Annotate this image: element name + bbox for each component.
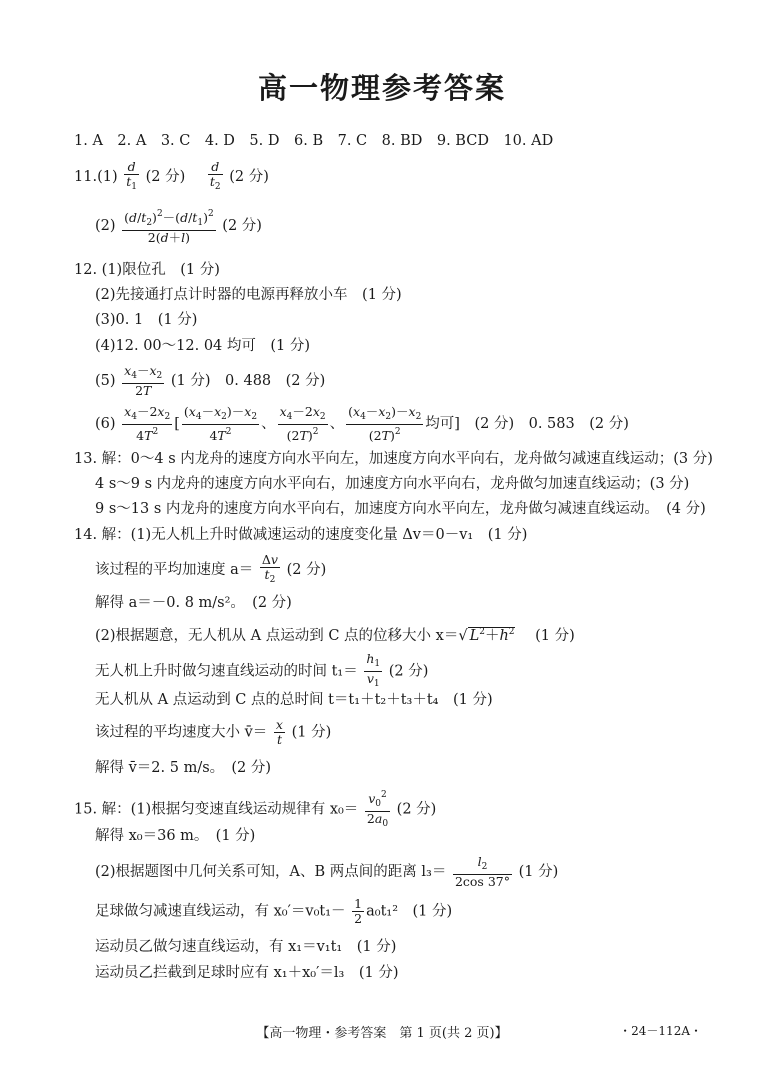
answer-15-1: 15. 解：(1)根据匀变速直线运动规律有 x₀＝ $\frac{v_0^2}{2a_0}$ (2 分) xyxy=(74,790,437,829)
page-title: 高一物理参考答案 xyxy=(257,71,506,105)
answer-14-7: 该过程的平均速度大小 v̄＝ $\frac{x}{t}$ (1 分) xyxy=(95,717,332,747)
answer-14-5: 无人机上升时做匀速直线运动的时间 t₁＝ $\frac{h_1}{v_1}$ (2 分) xyxy=(95,651,429,689)
answer-mc: 1. A 2. A 3. C 4. D 5. D 6. B 7. C 8. BD 9. BCD 10. AD xyxy=(74,133,554,149)
answer-15-5: 运动员乙做匀速直线运动，有 x₁＝v₁t₁ (1 分) xyxy=(95,939,397,955)
answer-15-6: 运动员乙拦截到足球时应有 x₁＋x₀′＝l₃ (1 分) xyxy=(95,965,399,981)
answer-12-5: (5) $\frac{x_4-x_2}{2T}$ (1 分) 0. 488 (2 分) xyxy=(95,363,326,398)
answer-12-4: (4)12. 00～12. 04 均可 (1 分) xyxy=(95,338,311,354)
answer-11-2: (2) $\frac{(d/t_2)^2-(d/t_1)^2}{2(d+l)}$ (2 分) xyxy=(95,209,262,245)
answer-12-3: (3)0. 1 (1 分) xyxy=(95,312,198,328)
answer-14-8: 解得 v̄＝2. 5 m/s。 (2 分) xyxy=(95,760,272,776)
page-footer: 【高一物理・参考答案 第 1 页(共 2 页)】 xyxy=(256,1026,508,1041)
answer-14-1: 14. 解：(1)无人机上升时做减速运动的速度变化量 Δv＝0－v₁ (1 分) xyxy=(74,527,528,543)
answer-12-1: 12. (1)限位孔 (1 分) xyxy=(74,262,220,278)
answer-15-4: 足球做匀减速直线运动，有 x₀′＝v₀t₁－ $\frac{1}{2}$ a₀t₁² (1 分) xyxy=(95,896,453,926)
answer-14-2: 该过程的平均加速度 a＝ $\frac{\Delta v}{t_2}$ (2 分) xyxy=(95,552,327,585)
answer-13-3: 9 s～13 s 内龙舟的速度方向水平向右，加速度方向水平向左，龙舟做匀减速直线运动。 (4 分) xyxy=(95,501,706,517)
doc-code: ・24－112A・ xyxy=(619,1024,702,1038)
answer-11-1: 11.(1) $\frac{d}{t_1}$ (2 分) $\frac{d}{t_2}$ (2 分) xyxy=(74,159,269,192)
answer-13-1: 13. 解：0～4 s 内龙舟的速度方向水平向左，加速度方向水平向右，龙舟做匀减速直线运动；(3 分) xyxy=(74,451,713,467)
answer-12-2: (2)先接通打点计时器的电源再释放小车 (1 分) xyxy=(95,287,402,303)
answer-12-6: (6) $\frac{x_4-2x_2}{4T^2}$ [ $\frac{(x_4-x_2)-x_2}{4T^2}$ 、 $\frac{x_4-2x_2}{(2T)^2}$ 、 $\frac{(x_4-x_2)-x_2}{(2T)^2}$ 均可] (2 分) 0. 583 (2 分) xyxy=(95,404,629,443)
answer-14-6: 无人机从 A 点运动到 C 点的总时间 t＝t₁＋t₂＋t₃＋t₄ (1 分) xyxy=(95,692,493,708)
answer-14-3: 解得 a＝－0. 8 m/s²。 (2 分) xyxy=(95,595,292,611)
answer-14-4: (2)根据题意，无人机从 A 点运动到 C 点的位移大小 x＝√ $L^2+h^2$ (1 分) xyxy=(95,627,575,644)
answer-15-2: 解得 x₀＝36 m。 (1 分) xyxy=(95,828,256,844)
answer-15-3: (2)根据题图中几何关系可知，A、B 两点间的距离 l₃＝ $\frac{l_2}{2\cos 37^\circ}$ (1 分) xyxy=(95,854,559,889)
answer-13-2: 4 s～9 s 内龙舟的速度方向水平向右，加速度方向水平向右，龙舟做匀加速直线运动；(3 分) xyxy=(95,476,690,492)
